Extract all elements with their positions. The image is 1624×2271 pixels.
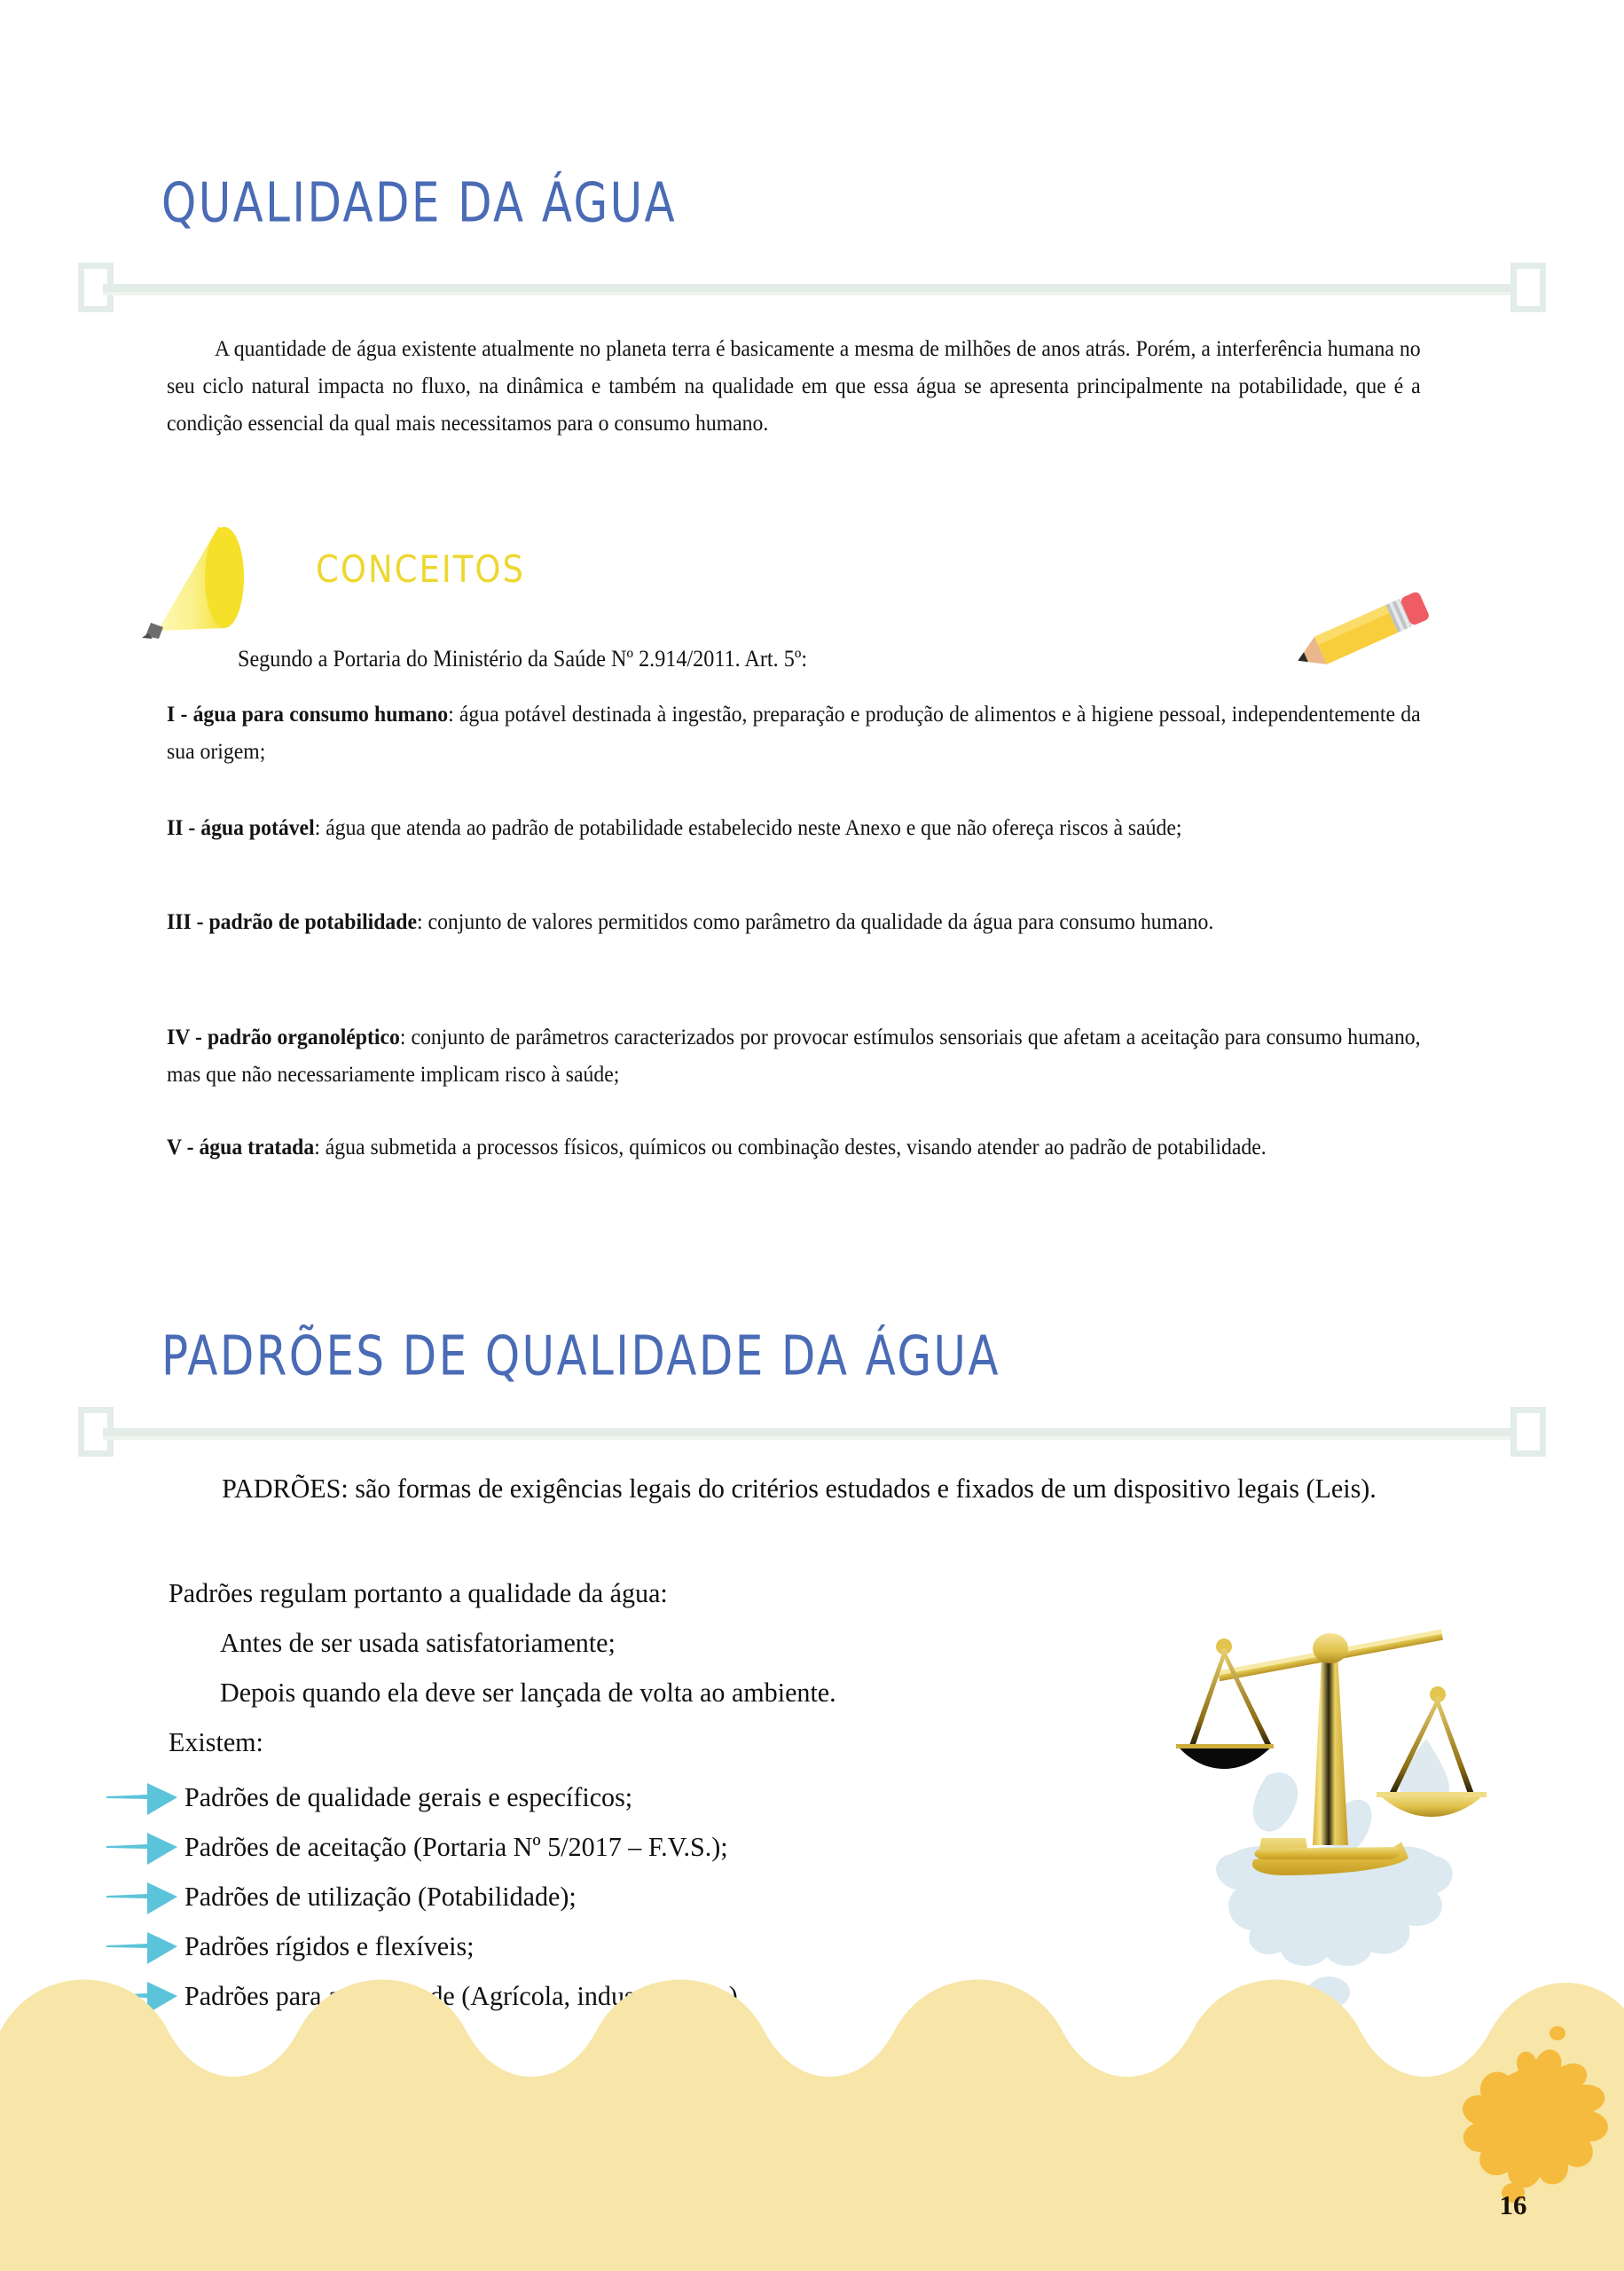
definition-item-iii <box>167 903 1421 940</box>
definition-body: : água potável destinada à ingestão, preparação e produção de alimentos e à higiene pessoal, independentemente da sua origem; <box>167 701 1421 764</box>
definition-item-ii <box>167 809 1421 846</box>
list-item-label: Padrões para as atividade (Agrícola, industrial. etc.) <box>184 1980 738 2011</box>
arrow-right-icon <box>106 1778 179 1817</box>
definition-item-iv <box>167 1018 1421 1093</box>
section-divider-1 <box>78 263 1546 312</box>
definition-body: : água submetida a processos físicos, químicos ou combinação destes, visando atender ao padrão de potabilidade. <box>314 1134 1267 1159</box>
divider-cap-right-icon <box>1510 1407 1546 1457</box>
definition-body: : água que atenda ao padrão de potabilidade estabelecido neste Anexo e que não ofereça riscos à saúde; <box>314 814 1182 840</box>
definition-body: : conjunto de valores permitidos como parâmetro da qualidade da água para consumo humano. <box>417 908 1214 934</box>
definition-item-i <box>167 695 1421 770</box>
divider-cap-right-icon <box>1510 263 1546 312</box>
definition-lead: V - água tratada <box>167 1134 315 1159</box>
page-title-padroes-de-qualidade: PADRÕES DE QUALIDADE DA ÁGUA <box>161 1325 1000 1388</box>
definition-body: : conjunto de parâmetros caracterizados por provocar estímulos sensoriais que afetam a aceitação para consumo humano, mas que não necessariamente implicam risco à saúde; <box>167 1024 1421 1087</box>
definition-lead: I - água para consumo humano <box>167 701 449 727</box>
portaria-source-line: Segundo a Portaria do Ministério da Saúde Nº 2.914/2011. Art. 5º: <box>238 646 808 672</box>
padroes-antes-line: Antes de ser usada satisfatoriamente; <box>220 1627 616 1658</box>
list-item <box>106 1872 1171 1921</box>
section-divider-2 <box>78 1407 1546 1457</box>
page-title-qualidade-da-agua: QUALIDADE DA ÁGUA <box>161 172 678 235</box>
padroes-definition-paragraph: PADRÕES: são formas de exigências legais do critérios estudados e fixados de um dispositivo legais (Leis). <box>222 1473 1377 1504</box>
page-number: 16 <box>1499 2189 1527 2220</box>
list-item <box>106 1921 1171 1971</box>
list-item-label: Padrões de utilização (Potabilidade); <box>184 1881 577 1912</box>
list-item-label: Padrões de aceitação (Portaria Nº 5/2017 – F.V.S.); <box>184 1831 728 1862</box>
list-item <box>106 1772 1171 1822</box>
divider-bar <box>103 284 1521 292</box>
definition-lead: III - padrão de potabilidade <box>167 908 418 934</box>
divider-bar <box>103 1428 1521 1436</box>
padroes-depois-line: Depois quando ela deve ser lançada de volta ao ambiente. <box>220 1677 836 1708</box>
definition-lead: IV - padrão organoléptico <box>167 1024 400 1049</box>
definition-item-v <box>167 1128 1421 1166</box>
list-item <box>106 1822 1171 1872</box>
arrow-right-icon <box>106 1877 179 1916</box>
footer-wave-decoration <box>0 1978 1624 2271</box>
flashlight-beam-icon <box>142 523 302 639</box>
padroes-existem-line: Existem: <box>169 1726 263 1757</box>
balance-scale-with-water-splash-icon <box>1162 1588 1534 2014</box>
arrow-right-icon <box>106 1827 179 1866</box>
conceitos-label: CONCEITOS <box>316 548 525 592</box>
conceitos-callout <box>142 523 525 639</box>
intro-paragraph: A quantidade de água existente atualmente no planeta terra é basicamente a mesma de milhões de anos atrás. Porém, a interferência humana no seu ciclo natural impacta no fluxo, na dinâmica e também na qualidade em que essa água se apresenta principalmente na potabilidade, que é a condição essencial da qual mais necessitamos para o consumo humano. <box>167 335 1421 436</box>
list-item-label: Padrões de qualidade gerais e específicos; <box>184 1781 633 1812</box>
arrow-right-icon <box>106 1927 179 1966</box>
list-item-label: Padrões rígidos e flexíveis; <box>184 1930 475 1961</box>
padroes-regulam-line: Padrões regulam portanto a qualidade da água: <box>169 1577 668 1608</box>
definition-lead: II - água potável <box>167 814 315 840</box>
